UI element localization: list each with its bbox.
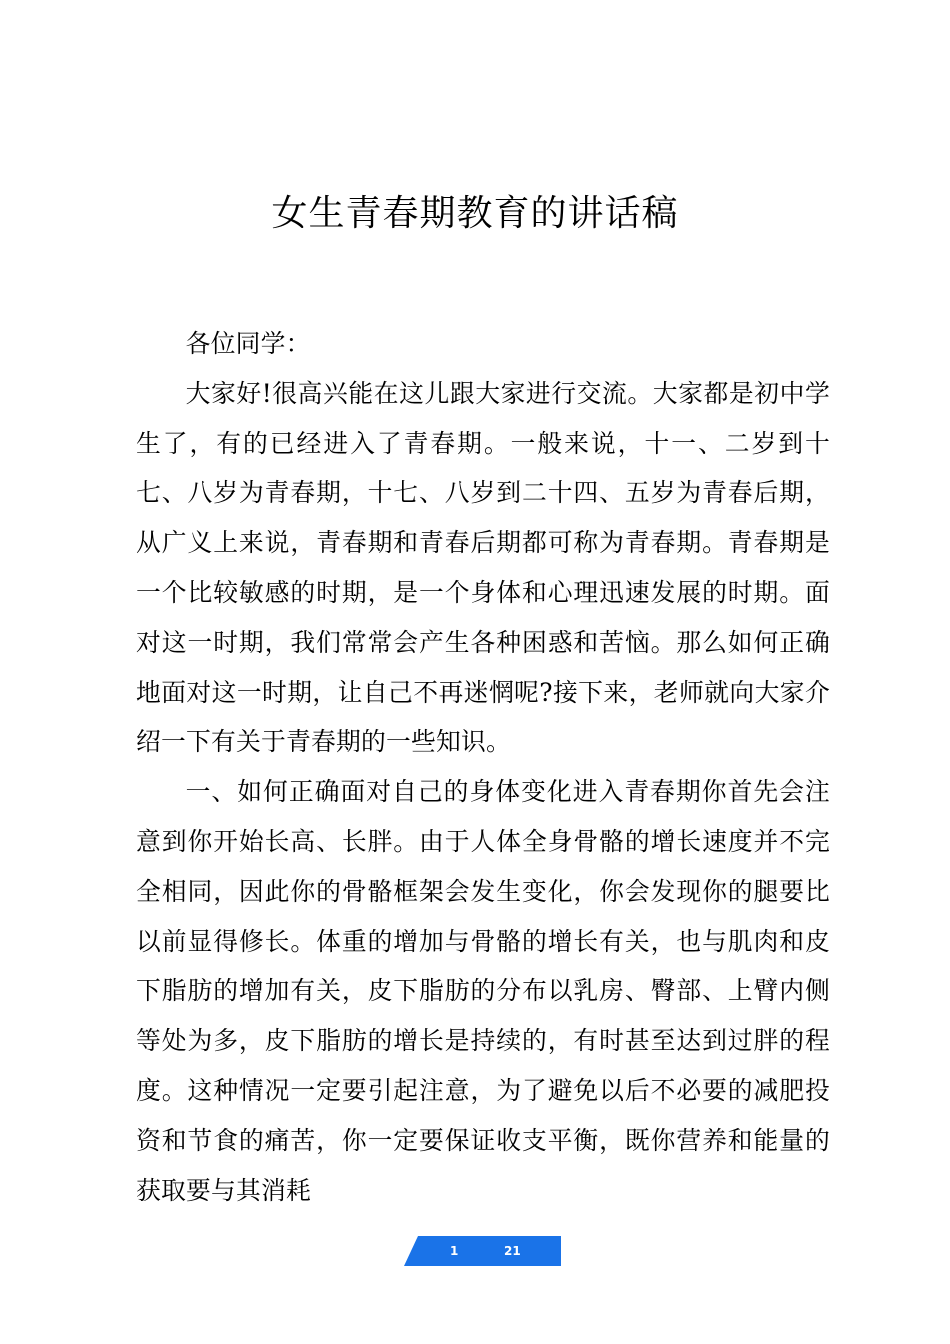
document-title: 女生青春期教育的讲话稿 [271,193,679,234]
page-total-number: 21 [504,1244,521,1258]
page-current-number: 1 [450,1244,459,1258]
salutation-paragraph: 各位同学： [185,329,311,358]
page-badge-shape [404,1236,561,1266]
document-body [136,319,830,1215]
page-number-badge [404,1236,561,1266]
intro-paragraph: 大家好!很高兴能在这儿跟大家进行交流。大家都是初中学生了，有的已经进入了青春期。一般来说，十一、二岁到十七、八岁为青春期，十七、八岁到二十四、五岁为青春后期，从广义上来说，青春期和青春后期都可称为青春期。青春期是一个比较敏感的时期，是一个身体和心理迅速发展的时期。面对这一时期，我们常常会产生各种困惑和苦恼。那么如何正确地面对这一时期，让自己不再迷惘呢?接下来，老师就向大家介绍一下有关于青春期的一些知识。 [136,378,830,757]
section-one-paragraph: 一、如何正确面对自己的身体变化进入青春期你首先会注意到你开始长高、长胖。由于人体全身骨骼的增长速度并不完全相同，因此你的骨骼框架会发生变化，你会发现你的腿要比以前显得修长。体重的增加与骨骼的增长有关，也与肌肉和皮下脂肪的增加有关，皮下脂肪的分布以乳房、臀部、上臂内侧等处为多，皮下脂肪的增长是持续的，有时甚至达到过胖的程度。这种情况一定要引起注意，为了避免以后不必要的减肥投资和节食的痛苦，你一定要保证收支平衡，既你营养和能量的获取要与其消耗 [136,777,830,1205]
